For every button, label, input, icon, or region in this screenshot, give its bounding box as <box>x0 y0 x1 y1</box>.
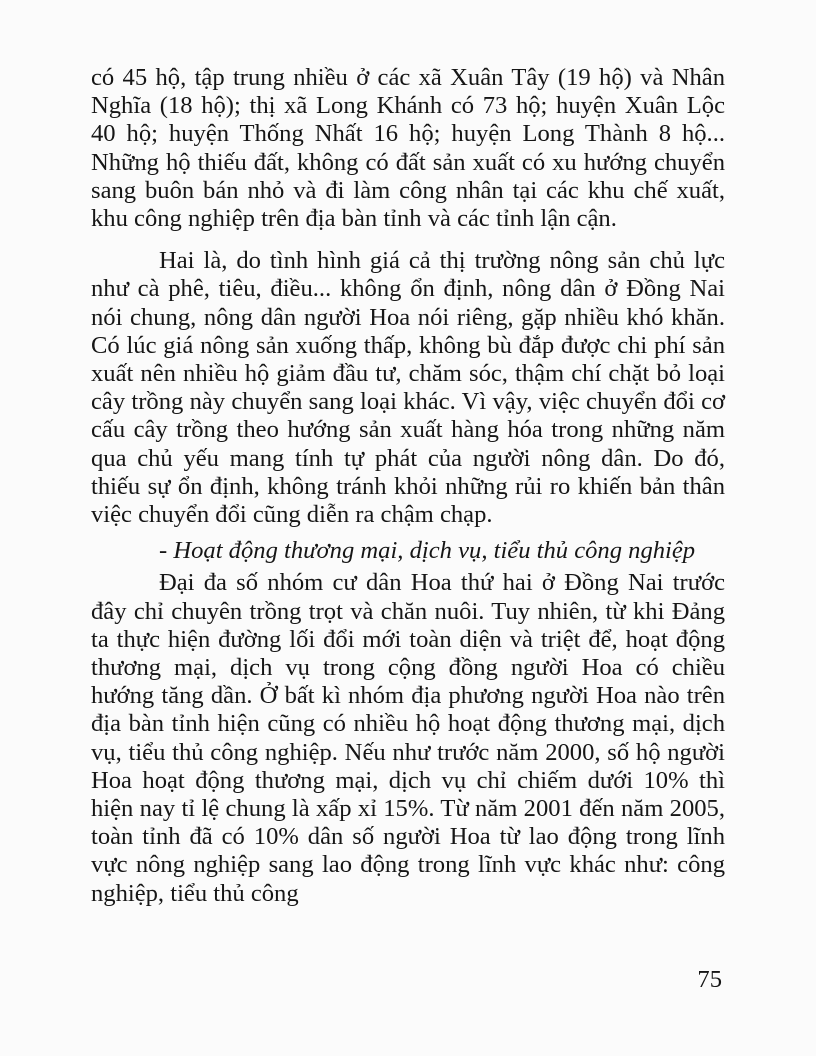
body-text <box>91 64 725 908</box>
section-heading: - Hoạt động thương mại, dịch vụ, tiểu thủ công nghiệp <box>159 537 696 565</box>
page-number: 75 <box>697 966 722 993</box>
paragraph-dai-da-so: Đại đa số nhóm cư dân Hoa thứ hai ở Đồng Nai trước đây chỉ chuyên trồng trọt và chăn nuôi. Tuy nhiên, từ khi Đảng ta thực hiện đường lối đổi mới toàn diện và triệt để, hoạt động thương mại, dịch vụ trong cộng đồng người Hoa có chiều hướng tăng dần. Ở bất kì nhóm địa phương người Hoa nào trên địa bàn tỉnh hiện cũng có nhiều hộ hoạt động thương mại, dịch vụ, tiểu thủ công nghiệp. Nếu như trước năm 2000, số hộ người Hoa hoạt động thương mại, dịch vụ chỉ chiếm dưới 10% thì hiện nay tỉ lệ chung là xấp xỉ 15%. Từ năm 2001 đến năm 2005, toàn tỉnh đã có 10% dân số người Hoa từ lao động trong lĩnh vực nông nghiệp sang lao động trong lĩnh vực khác như: công nghiệp, tiểu thủ công <box>91 569 725 907</box>
paragraph-hai-la: Hai là, do tình hình giá cả thị trường nông sản chủ lực như cà phê, tiêu, điều... không ổn định, nông dân ở Đồng Nai nói chung, nông dân người Hoa nói riêng, gặp nhiều khó khăn. Có lúc giá nông sản xuống thấp, không bù đắp được chi phí sản xuất nên nhiều hộ giảm đầu tư, chăm sóc, thậm chí chặt bỏ loại cây trồng này chuyển sang loại khác. Vì vậy, việc chuyển đổi cơ cấu cây trồng theo hướng sản xuất hàng hóa trong những năm qua chủ yếu mang tính tự phát của người nông dân. Do đó, thiếu sự ổn định, không tránh khỏi những rủi ro khiến bản thân việc chuyển đổi cũng diễn ra chậm chạp. <box>91 247 725 529</box>
paragraph-continued: có 45 hộ, tập trung nhiều ở các xã Xuân Tây (19 hộ) và Nhân Nghĩa (18 hộ); thị xã Long Khánh có 73 hộ; huyện Xuân Lộc 40 hộ; huyện Thống Nhất 16 hộ; huyện Long Thành 8 hộ... Những hộ thiếu đất, không có đất sản xuất có xu hướng chuyển sang buôn bán nhỏ và đi làm công nhân tại các khu chế xuất, khu công nghiệp trên địa bàn tỉnh và các tỉnh lận cận. <box>91 64 725 233</box>
